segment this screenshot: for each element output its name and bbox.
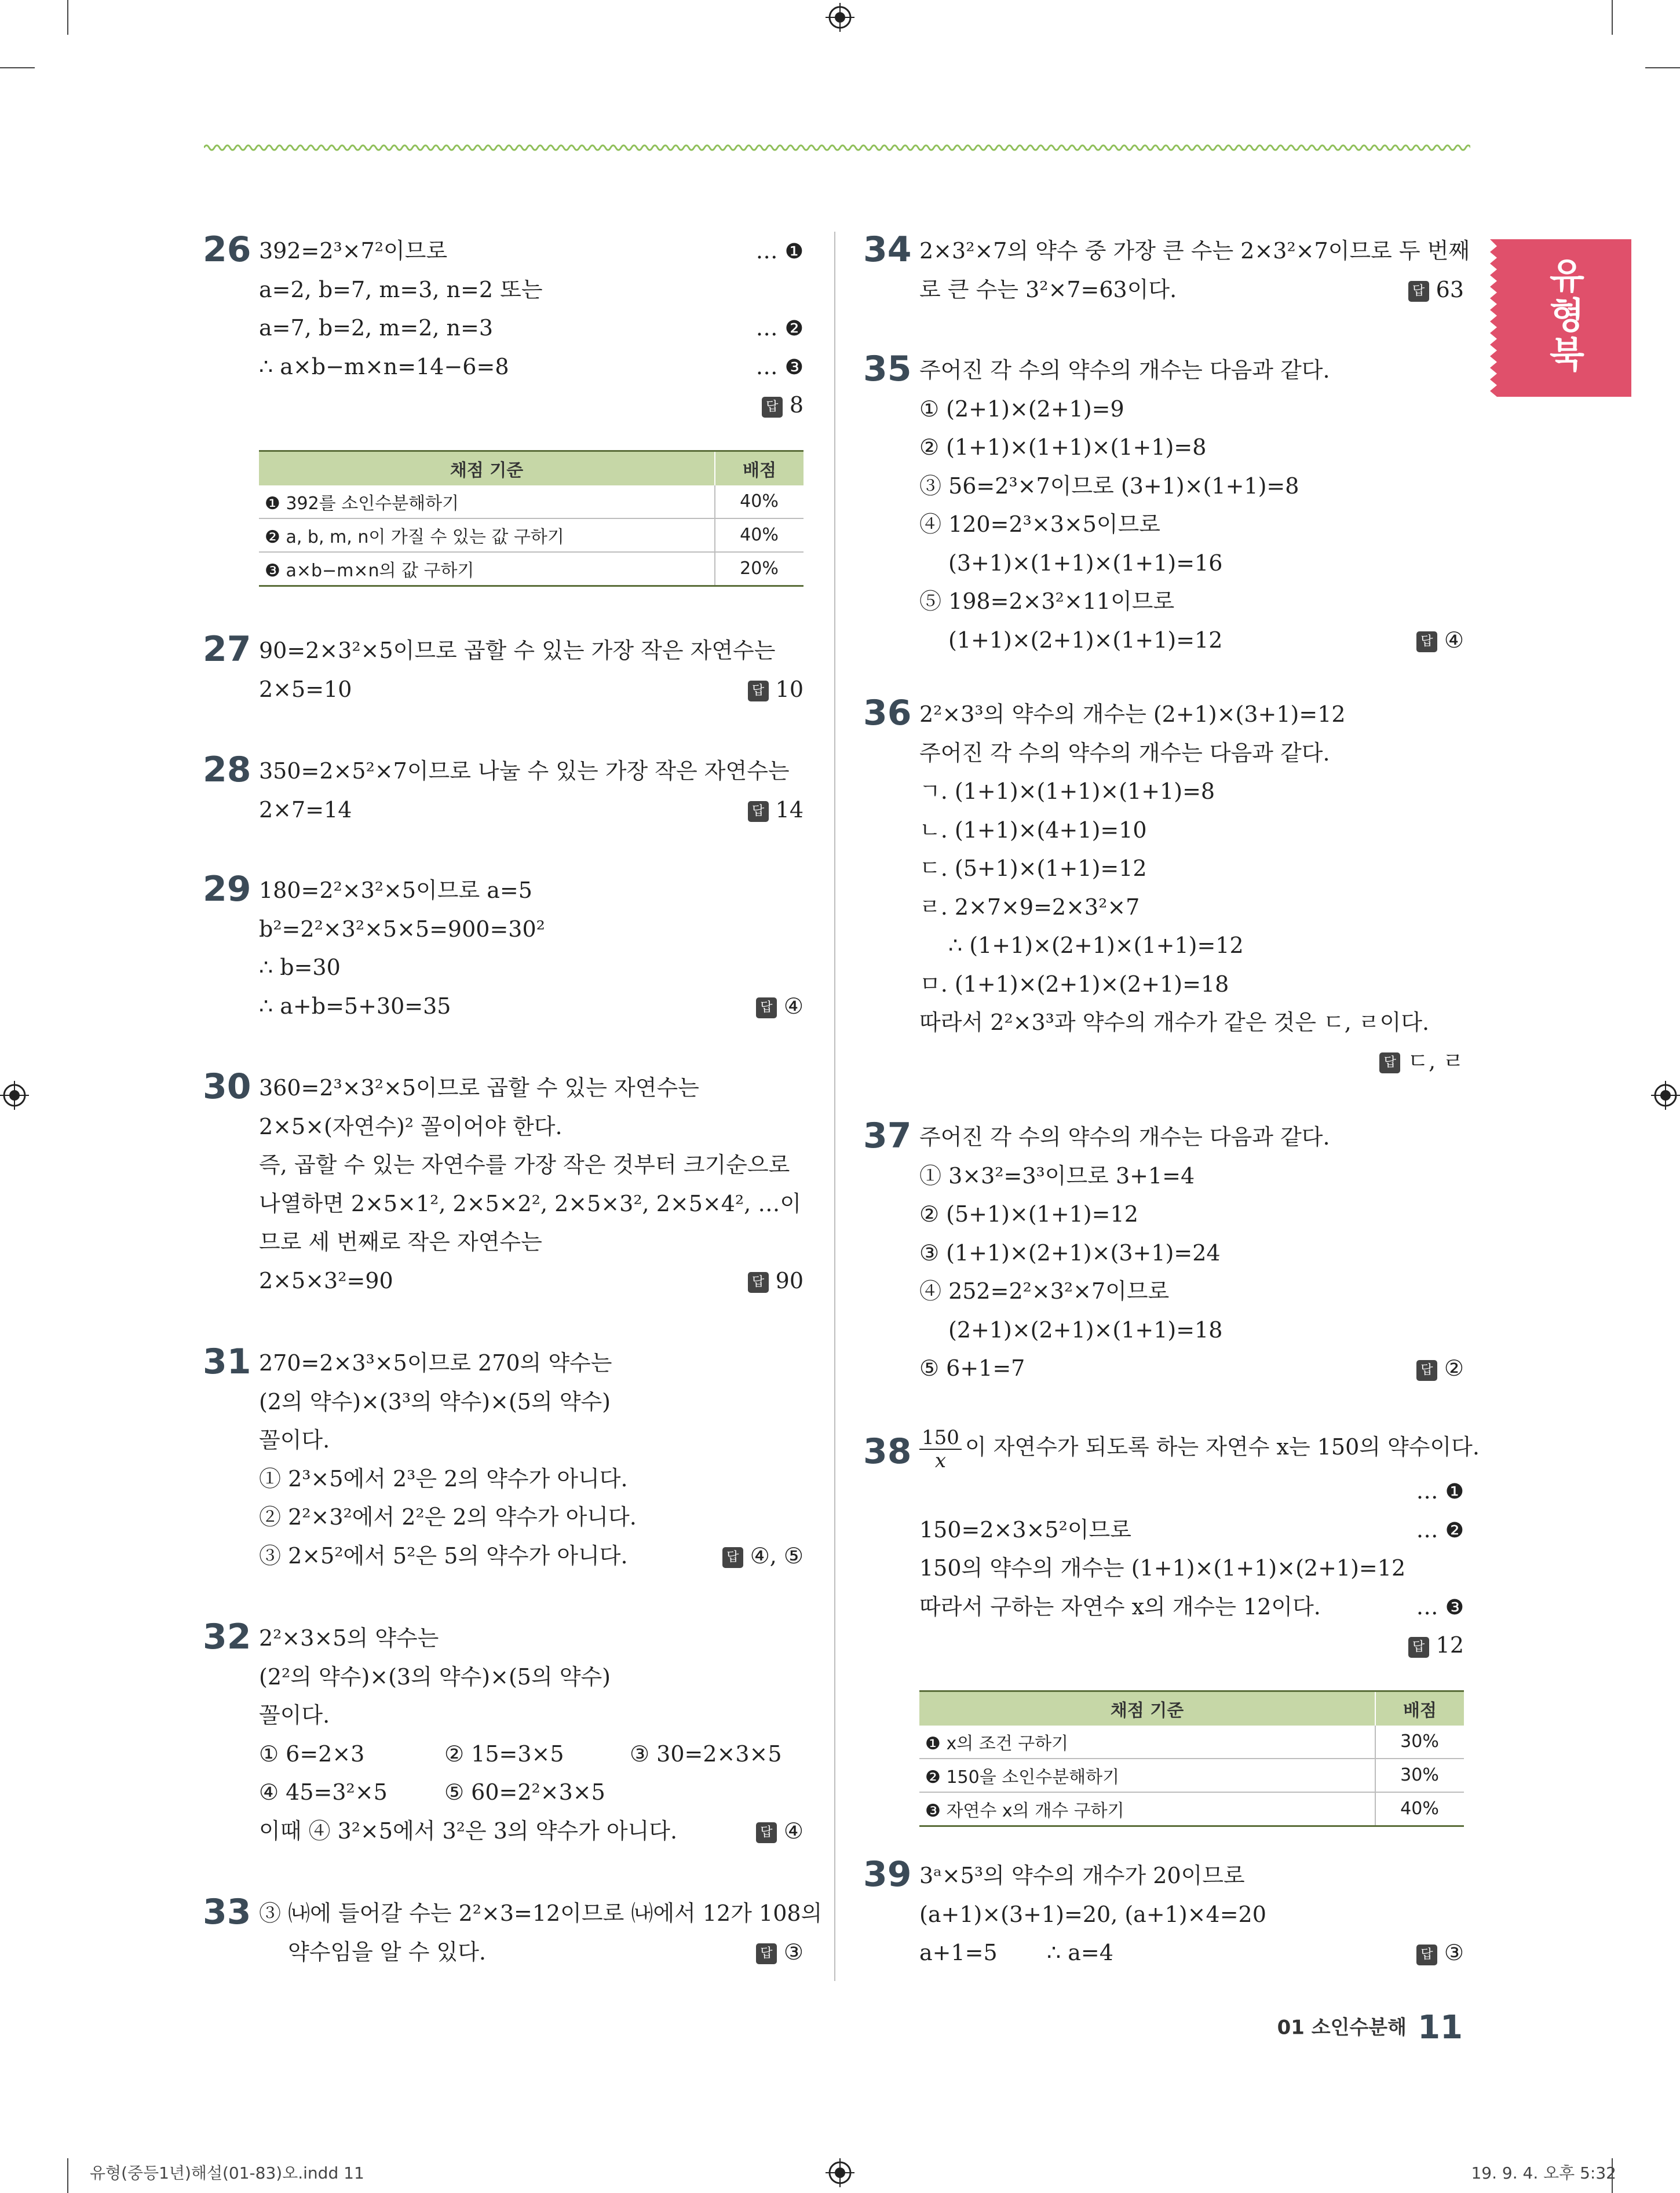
answer <box>756 1812 804 1851</box>
solution-line: 3ᵃ×5³의 약수의 개수가 20이므로 <box>919 1863 1245 1888</box>
solution-line: a=2, b=7, m=3, n=2 또는 <box>259 276 543 302</box>
answer <box>762 386 804 425</box>
solution-line: (3+1)×(1+1)×(1+1)=16 <box>948 550 1223 576</box>
crop-mark <box>1612 0 1613 35</box>
answer-label: 답 <box>1416 1360 1437 1381</box>
solution-line: a+1=5 <box>919 1940 998 1965</box>
answer <box>1416 1349 1464 1388</box>
solution-line: ① (2+1)×(2+1)=9 <box>919 396 1124 422</box>
problem-number: 34 <box>863 229 912 270</box>
solution-line: (1+1)×(2+1)×(1+1)=12 <box>948 627 1223 653</box>
solution-line: 150의 약수의 개수는 (1+1)×(1+1)×(2+1)=12 <box>919 1555 1406 1581</box>
side-tab <box>1503 239 1631 397</box>
answer-label: 답 <box>1408 281 1429 302</box>
answer-value: ④ <box>783 1818 804 1844</box>
solution-line: ③ (1+1)×(2+1)×(3+1)=24 <box>919 1240 1221 1266</box>
solution-line: 2×3²×7의 약수 중 가장 큰 수는 2×3²×7이므로 두 번째 <box>919 238 1470 264</box>
solution-line: 따라서 2²×3³과 약수의 개수가 같은 것은 ㄷ, ㄹ이다. <box>919 1010 1430 1035</box>
registration-mark-top <box>826 3 854 32</box>
solution-line: ② 2²×3²에서 2²은 2의 약수가 아니다. <box>259 1504 637 1530</box>
answer-value: 12 <box>1436 1632 1464 1658</box>
problem-number: 33 <box>203 1892 251 1932</box>
solution-line: ㄴ. (1+1)×(4+1)=10 <box>919 817 1147 843</box>
problem-number: 27 <box>203 629 251 670</box>
registration-mark-left <box>0 1081 29 1110</box>
score-header: 배점 <box>715 451 804 485</box>
solution-line: ① 3×3²=3³이므로 3+1=4 <box>919 1163 1195 1189</box>
print-date: 19. 9. 4. 오후 5:32 <box>1471 2163 1616 2183</box>
answer-value: ③ <box>783 1939 804 1965</box>
problem-number: 37 <box>863 1116 912 1156</box>
answer-label: 답 <box>756 997 777 1018</box>
answer-label: 답 <box>748 1272 769 1293</box>
solution-line: ④ 120=2³×3×5이므로 <box>919 511 1161 537</box>
step-mark: ❶ <box>265 493 280 514</box>
answer-value: ② <box>1444 1355 1464 1381</box>
grading-header: 채점 기준 <box>259 451 715 485</box>
solution-line: ∴ (1+1)×(2+1)×(1+1)=12 <box>948 933 1244 958</box>
solution-line: 나열하면 2×5×1², 2×5×2², 2×5×3², 2×5×4², …이 <box>259 1190 802 1216</box>
answer-value: 10 <box>775 676 804 702</box>
option: ⑤ 60=2²×3×5 <box>444 1779 605 1805</box>
solution-line: 2×5=10 <box>259 676 352 702</box>
grading-header: 채점 기준 <box>919 1691 1375 1726</box>
side-tab-zigzag <box>1490 239 1504 397</box>
answer <box>748 670 804 709</box>
grading-criterion: 자연수 x의 개수 구하기 <box>946 1800 1124 1821</box>
answer-label: 답 <box>1379 1052 1400 1073</box>
problem-number: 29 <box>203 869 251 909</box>
answer <box>756 987 804 1026</box>
solution-line: 2×5×(자연수)² 꼴이어야 한다. <box>259 1113 563 1139</box>
step-mark: ❸ <box>925 1800 941 1821</box>
step-mark: ❸ <box>265 560 280 581</box>
answer-value: ④ <box>783 993 804 1019</box>
solution-line: 이 자연수가 되도록 하는 자연수 x는 150의 약수이다. <box>965 1434 1480 1460</box>
solution-line: 2×7=14 <box>259 796 352 823</box>
step-mark: ❶ <box>784 240 804 264</box>
solution-line: (a+1)×(3+1)=20, (a+1)×4=20 <box>919 1901 1266 1927</box>
table-row <box>919 1759 1464 1792</box>
grading-score: 40% <box>715 518 804 552</box>
solution-line: ② (5+1)×(1+1)=12 <box>919 1201 1138 1227</box>
solution-line: 로 큰 수는 3²×7=63이다. <box>919 276 1177 302</box>
problem-number: 30 <box>203 1066 251 1107</box>
solution-line: 꼴이다. <box>259 1702 330 1728</box>
column-divider <box>834 232 835 1981</box>
solution-line: 360=2³×3²×5이므로 곱할 수 있는 자연수는 <box>259 1075 699 1101</box>
crop-mark <box>67 2158 68 2193</box>
solution-line: 약수임을 알 수 있다. <box>288 1939 486 1965</box>
problem-number: 35 <box>863 349 912 389</box>
side-tab-label: 유형북 <box>1550 255 1584 376</box>
answer <box>722 1537 804 1576</box>
page-footer <box>1277 2009 1463 2046</box>
solution-line: ③ 56=2³×7이므로 (3+1)×(1+1)=8 <box>919 473 1299 499</box>
solution-line: ① 2³×5에서 2³은 2의 약수가 아니다. <box>259 1465 628 1492</box>
option: ④ 45=3²×5 <box>259 1779 388 1805</box>
answer-label: 답 <box>756 1822 777 1843</box>
answer-value: 14 <box>775 796 804 823</box>
answer <box>748 791 804 829</box>
solution-line: (2+1)×(2+1)×(1+1)=18 <box>948 1317 1223 1343</box>
answer <box>1416 1934 1464 1972</box>
solution-line: 2²×3³의 약수의 개수는 (2+1)×(3+1)=12 <box>919 701 1346 727</box>
solution-line: ④ 252=2²×3²×7이므로 <box>919 1278 1170 1304</box>
solution-line: 즉, 곱할 수 있는 자연수를 가장 작은 것부터 크기순으로 <box>259 1152 790 1178</box>
answer-value: 90 <box>775 1267 804 1293</box>
solution-line: ② (1+1)×(1+1)×(1+1)=8 <box>919 434 1207 460</box>
answer-label: 답 <box>748 681 769 701</box>
solution-line: 90=2×3²×5이므로 곱할 수 있는 가장 작은 자연수는 <box>259 638 776 663</box>
solution-line: 2²×3×5의 약수는 <box>259 1625 439 1651</box>
solution-line: 392=2³×7²이므로 <box>259 238 448 264</box>
answer-value: 63 <box>1436 276 1464 302</box>
step-mark: ❶ <box>925 1733 941 1754</box>
solution-line: 150=2×3×5²이므로 <box>919 1516 1131 1543</box>
solution-line: 2×5×3²=90 <box>259 1267 393 1293</box>
answer-label: 답 <box>722 1547 743 1568</box>
problem-number: 26 <box>203 229 251 270</box>
crop-mark <box>67 0 68 35</box>
grading-score: 40% <box>1375 1792 1464 1826</box>
file-info: 유형(중등1년)해설(01-83)오.indd 11 <box>90 2163 364 2183</box>
step-mark: ❷ <box>1445 1518 1464 1543</box>
solution-line: 꼴이다. <box>259 1427 330 1453</box>
answer <box>748 1262 804 1300</box>
solution-line: 주어진 각 수의 약수의 개수는 다음과 같다. <box>919 357 1330 383</box>
solution-line: ③ ㈏에 들어갈 수는 2²×3=12이므로 ㈏에서 12가 108의 <box>259 1900 823 1926</box>
answer <box>1379 1042 1464 1081</box>
answer-value: ④, ⑤ <box>750 1543 804 1569</box>
grading-table <box>919 1690 1464 1827</box>
step-mark: ❸ <box>1445 1595 1464 1620</box>
answer-label: 답 <box>756 1943 777 1964</box>
table-row <box>259 518 804 552</box>
solution-line: (2의 약수)×(3³의 약수)×(5의 약수) <box>259 1388 611 1415</box>
table-row <box>919 1792 1464 1826</box>
step-mark: ❷ <box>784 317 804 341</box>
step-mark: ❷ <box>925 1767 941 1788</box>
section-title: 01 소인수분해 <box>1277 2016 1407 2040</box>
grading-score: 30% <box>1375 1759 1464 1792</box>
option: ① 6=2×3 <box>259 1741 365 1767</box>
page-number: 11 <box>1418 2008 1463 2046</box>
option: ② 15=3×5 <box>444 1741 564 1767</box>
grading-criterion: a, b, m, n이 가질 수 있는 값 구하기 <box>286 527 564 547</box>
solution-line: ∴ a=4 <box>1047 1940 1113 1965</box>
solution-line: ∴ a×b−m×n=14−6=8 <box>259 353 509 379</box>
solution-line: 주어진 각 수의 약수의 개수는 다음과 같다. <box>919 1124 1330 1150</box>
solution-line: 므로 세 번째로 작은 자연수는 <box>259 1229 542 1255</box>
grading-criterion: 150을 소인수분해하기 <box>946 1767 1120 1788</box>
answer-label: 답 <box>748 801 769 822</box>
grading-criterion: a×b−m×n의 값 구하기 <box>286 560 474 581</box>
step-mark: ❸ <box>784 355 804 379</box>
solution-line: ⑤ 6+1=7 <box>919 1355 1025 1381</box>
problem-number: 39 <box>863 1854 912 1895</box>
problem-number: 32 <box>203 1617 251 1657</box>
top-wave-divider <box>204 142 1470 153</box>
grading-score: 40% <box>715 485 804 518</box>
answer-label: 답 <box>762 397 783 418</box>
solution-line: 이때 ④ 3²×5에서 3²은 3의 약수가 아니다. <box>259 1818 678 1844</box>
grading-score: 30% <box>1375 1726 1464 1759</box>
table-row <box>919 1726 1464 1759</box>
problem-number: 28 <box>203 750 251 790</box>
answer <box>1408 271 1464 309</box>
step-mark: ❶ <box>1445 1480 1464 1504</box>
problem-number: 36 <box>863 693 912 733</box>
registration-mark-right <box>1651 1081 1680 1110</box>
grading-criterion: 392를 소인수분해하기 <box>286 493 459 514</box>
solution-line: (2²의 약수)×(3의 약수)×(5의 약수) <box>259 1664 611 1690</box>
solution-line: 180=2²×3²×5이므로 a=5 <box>259 878 532 903</box>
answer <box>756 1933 804 1972</box>
crop-mark <box>1645 67 1680 68</box>
solution-line: 270=2×3³×5이므로 270의 약수는 <box>259 1350 612 1376</box>
answer-value: 8 <box>789 392 804 418</box>
grading-criterion: x의 조건 구하기 <box>946 1733 1069 1754</box>
answer <box>1408 1626 1464 1665</box>
grading-table <box>259 450 804 587</box>
solution-line: ⑤ 198=2×3²×11이므로 <box>919 589 1175 614</box>
solution-line: a=7, b=2, m=2, n=3 <box>259 315 494 341</box>
table-row <box>259 485 804 518</box>
answer-value: ④ <box>1444 627 1464 653</box>
table-row <box>259 552 804 586</box>
solution-line: 따라서 구하는 자연수 x의 개수는 12이다. <box>919 1593 1321 1620</box>
solution-line: ㅁ. (1+1)×(2+1)×(2+1)=18 <box>919 971 1229 997</box>
fraction-denominator: x <box>934 1449 947 1472</box>
solution-line: b²=2²×3²×5×5=900=30² <box>259 916 545 942</box>
solution-line: 350=2×5²×7이므로 나눌 수 있는 가장 작은 자연수는 <box>259 758 790 784</box>
solution-line: ∴ b=30 <box>259 955 341 980</box>
answer-value: ㄷ, ㄹ <box>1407 1048 1464 1074</box>
solution-line: 주어진 각 수의 약수의 개수는 다음과 같다. <box>919 740 1330 766</box>
answer-value: ③ <box>1444 1940 1464 1965</box>
option: ③ 30=2×3×5 <box>630 1741 782 1767</box>
step-mark: ❷ <box>265 527 280 547</box>
solution-line: ㄷ. (5+1)×(1+1)=12 <box>919 856 1147 881</box>
solution-line: ③ 2×5²에서 5²은 5의 약수가 아니다. <box>259 1543 628 1569</box>
solution-line: ∴ a+b=5+30=35 <box>259 993 451 1019</box>
solution-line: ㄹ. 2×7×9=2×3²×7 <box>919 894 1140 920</box>
answer-label: 답 <box>1416 631 1437 652</box>
problem-number: 38 <box>863 1431 912 1472</box>
problem-number: 31 <box>203 1342 251 1382</box>
crop-mark <box>0 67 35 68</box>
fraction <box>919 1427 962 1472</box>
registration-mark-bottom <box>826 2158 854 2187</box>
grading-score: 20% <box>715 552 804 586</box>
answer <box>1416 621 1464 660</box>
solution-line: ㄱ. (1+1)×(1+1)×(1+1)=8 <box>919 778 1215 804</box>
score-header: 배점 <box>1375 1691 1464 1726</box>
answer-label: 답 <box>1408 1637 1429 1658</box>
fraction-numerator: 150 <box>919 1427 962 1450</box>
answer-label: 답 <box>1416 1945 1437 1965</box>
